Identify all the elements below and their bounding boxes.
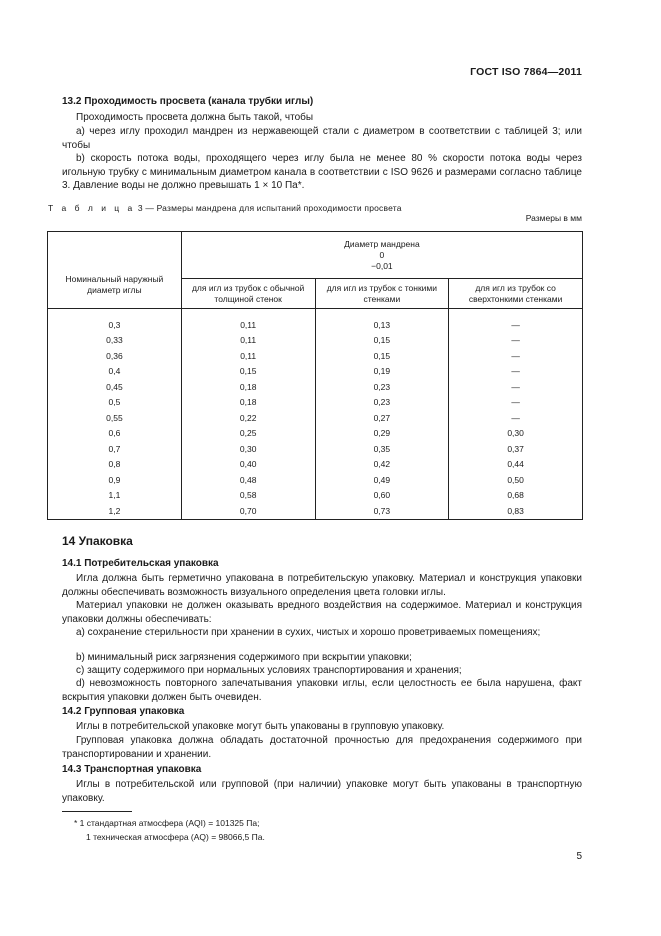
- mandrel-diameter-label: Диаметр мандрена: [344, 238, 420, 249]
- table-row: 0,6 0,25 0,29 0,30: [48, 426, 583, 442]
- table-row: 0,55 0,22 0,27 —: [48, 410, 583, 426]
- col-header-nominal-diameter: Номинальный наружный диаметр иглы: [48, 232, 182, 309]
- col-header-mandrel-diameter: [181, 232, 582, 279]
- table-row: 0,5 0,18 0,23 —: [48, 395, 583, 411]
- table-caption-prefix: Т а б л и ц а: [48, 203, 136, 213]
- sub-header-extra-thin-wall: для игл из трубок со сверхтонкими стенками: [449, 279, 583, 309]
- mandrel-size-table: [47, 231, 583, 520]
- section-13-2-intro: Проходимость просвета должна быть такой, чтобы: [76, 112, 314, 123]
- footnote-line-1: * 1 стандартная атмосфера (AQI) = 101325 Па;: [74, 818, 260, 828]
- section-14-2-heading: 14.2 Групповая упаковка: [62, 706, 185, 717]
- document-code: ГОСТ ISO 7864—2011: [470, 66, 582, 78]
- table-row: 0,36 0,11 0,15 —: [48, 348, 583, 364]
- page-number: 5: [576, 851, 582, 862]
- sub-header-thin-wall: для игл из трубок с тонкими стенками: [315, 279, 449, 309]
- section-14-title: 14 Упаковка: [62, 534, 133, 548]
- table-caption: [48, 203, 402, 213]
- section-14-2-p1: Иглы в потребительской упаковке могут быть упакованы в групповую упаковку.: [76, 721, 445, 732]
- section-13-2-item-a: a) через иглу проходил мандрен из нержавеющей стали с диаметром в соответствии с таблицей 3; или чтобы: [62, 126, 582, 151]
- table-units: Размеры в мм: [525, 213, 582, 223]
- table-row: 0,9 0,48 0,49 0,50: [48, 472, 583, 488]
- tolerance-upper: 0: [379, 249, 385, 260]
- section-14-3-heading: 14.3 Транспортная упаковка: [62, 764, 202, 775]
- section-14-2-p2: Групповая упаковка должна обладать достаточной прочностью для предохранения содержимого при транспортировании и хранении.: [62, 735, 582, 760]
- table-row: 0,3 0,11 0,13 —: [48, 317, 583, 333]
- section-14-1-p1: Игла должна быть герметично упакована в потребительскую упаковку. Материал и конструкция упаковки должны обеспечивать возможность визуального определения цвета головки иглы.: [62, 573, 582, 598]
- section-14-1-item-d: d) невозможность повторного запечатывания упаковки иглы, если целостность ее была нарушена, факт вскрытия упаковки должен быть очевиден.: [62, 678, 582, 703]
- section-14-1-item-c: c) защиту содержимого при нормальных условиях транспортирования и хранения;: [76, 665, 462, 676]
- table-row: 0,45 0,18 0,23 —: [48, 379, 583, 395]
- section-14-1-p2: Материал упаковки не должен оказывать вредного воздействия на содержимое. Материал и конструкция упаковки должны обеспечивать:: [62, 600, 582, 625]
- section-14-3-p1: Иглы в потребительской или групповой (при наличии) упаковке могут быть упакованы в транспортную упаковку.: [62, 779, 582, 804]
- sub-header-regular-wall: для игл из трубок с обычной толщиной стенок: [181, 279, 315, 309]
- table-row: 0,7 0,30 0,35 0,37: [48, 441, 583, 457]
- tolerance-lower: −0,01: [371, 260, 393, 271]
- section-14-1-item-b: b) минимальный риск загрязнения содержимого при вскрытии упаковки;: [76, 652, 412, 663]
- section-14-1-item-a: a) сохранение стерильности при хранении в сухих, чистых и хорошо проветриваемых помещениях;: [76, 627, 541, 638]
- table-row: 0,4 0,15 0,19 —: [48, 364, 583, 380]
- footnote-line-2: 1 техническая атмосфера (AQ) = 98066,5 Па.: [86, 832, 265, 842]
- section-13-2-heading: 13.2 Проходимость просвета (канала трубки иглы): [62, 96, 314, 107]
- table-row: 1,2 0,70 0,73 0,83: [48, 503, 583, 519]
- table-caption-text: 3 — Размеры мандрена для испытаний проходимости просвета: [137, 203, 402, 213]
- footnote-separator: [62, 811, 132, 812]
- section-13-2-item-b: b) скорость потока воды, проходящего через иглу была не менее 80 % скорости потока воды через игольную трубку с минимальным диаметром канала в соответствии с ISO 9626 и размерами согласно таблице 3. Давление воды не должно превышать 1 × 10 Па*.: [62, 153, 582, 191]
- table-row: 0,8 0,40 0,42 0,44: [48, 457, 583, 473]
- table-row: 1,1 0,58 0,60 0,68: [48, 488, 583, 504]
- table-row: 0,33 0,11 0,15 —: [48, 333, 583, 349]
- section-14-1-heading: 14.1 Потребительская упаковка: [62, 558, 219, 569]
